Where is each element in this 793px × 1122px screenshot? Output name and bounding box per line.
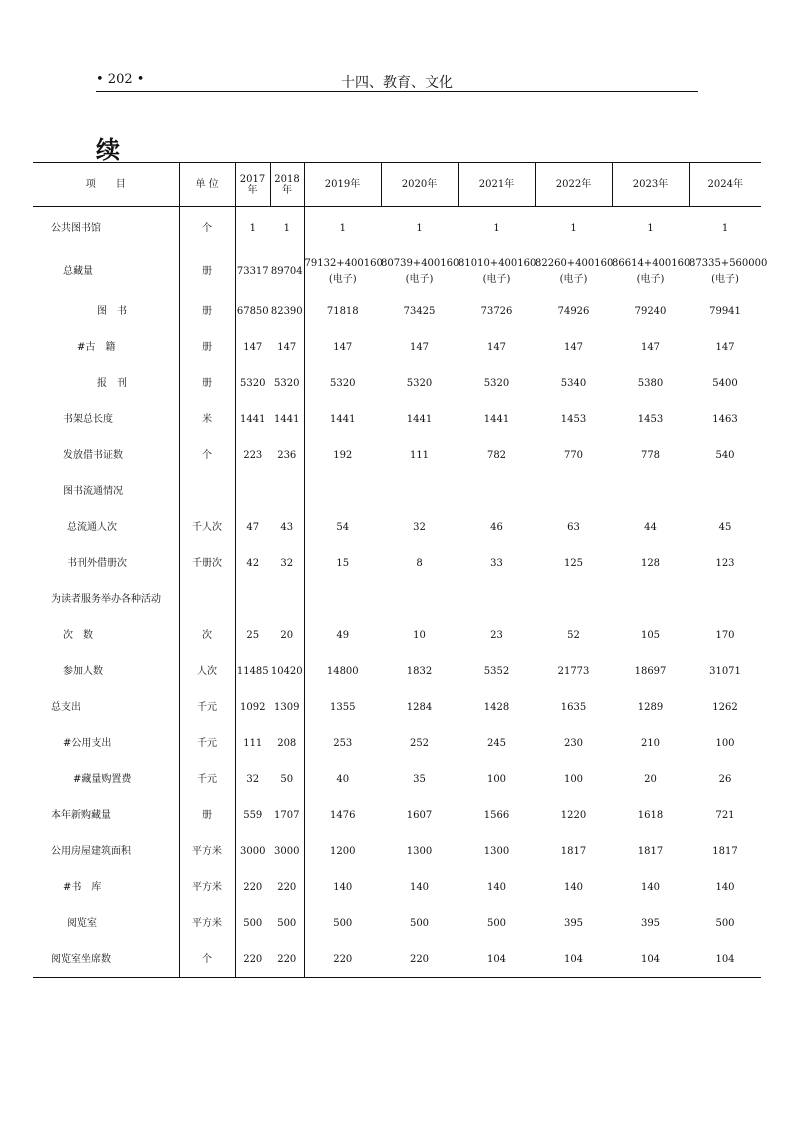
row-value: 5320	[270, 365, 304, 401]
table-row	[33, 761, 761, 797]
row-value: 3000	[270, 833, 304, 869]
row-value: 220	[270, 941, 304, 978]
row-value: 1	[570, 222, 577, 234]
row-value	[381, 473, 458, 509]
value-main: 73317	[236, 265, 269, 277]
chapter-title: 十四、教育、文化	[341, 75, 453, 91]
row-value: 104	[563, 953, 584, 965]
table-row	[33, 207, 761, 250]
row-value: 252	[409, 737, 430, 749]
row-value: 1	[493, 222, 500, 234]
row-value: 1441	[330, 413, 356, 425]
row-value: 1635	[560, 701, 587, 713]
row-value: 5340	[560, 377, 587, 389]
row-value: 1707	[270, 797, 304, 833]
row-value	[270, 581, 304, 617]
row-value: 14800	[326, 665, 359, 677]
row-unit: 个	[179, 941, 235, 978]
row-value: 721	[715, 809, 735, 821]
row-value: 5320	[240, 377, 266, 389]
row-item-label: 书架总长度	[33, 401, 179, 437]
row-value: 67850	[236, 305, 269, 317]
row-value	[612, 249, 689, 293]
row-value: 192	[333, 449, 353, 461]
row-value	[381, 581, 458, 617]
header-row	[33, 163, 761, 207]
column-header-2021: 2021年	[458, 163, 535, 207]
row-value: 230	[563, 737, 584, 749]
row-value: 63	[567, 521, 580, 533]
row-unit: 千元	[179, 689, 235, 725]
value-main: 87335+560000	[689, 257, 768, 269]
row-unit: 人次	[179, 653, 235, 689]
row-value: 52	[567, 629, 580, 641]
row-value: 1262	[712, 701, 738, 713]
row-value: 73726	[480, 305, 513, 317]
table-row	[33, 509, 761, 545]
row-item-label: 公用房屋建筑面积	[33, 833, 179, 869]
row-value: 1817	[637, 845, 664, 857]
row-unit: 米	[179, 401, 235, 437]
row-item-label: #书 库	[33, 869, 179, 905]
row-value: 79240	[634, 305, 667, 317]
row-value: 500	[715, 917, 735, 929]
row-unit: 千元	[179, 761, 235, 797]
row-item-label: 次 数	[33, 617, 179, 653]
row-value: 125	[563, 557, 584, 569]
row-item-label: 阅览室坐席数	[33, 941, 179, 978]
row-value: 104	[715, 953, 735, 965]
value-note: (电子)	[328, 273, 357, 285]
table-row	[33, 249, 761, 293]
row-value: 5320	[483, 377, 510, 389]
column-header-2017-suffix: 年	[247, 184, 258, 196]
row-value: 47	[246, 521, 260, 533]
row-value: 220	[243, 953, 263, 965]
row-item-label: 本年新购藏量	[33, 797, 179, 833]
row-item-label: 书刊外借册次	[33, 545, 179, 581]
value-note: (电子)	[405, 273, 434, 285]
row-value: 5400	[712, 377, 738, 389]
table-row	[33, 905, 761, 941]
row-value: 40	[336, 773, 350, 785]
row-value: 220	[409, 953, 430, 965]
row-value: 44	[644, 521, 657, 533]
continued-label: 续	[96, 135, 120, 164]
row-value: 220	[333, 953, 353, 965]
row-unit: 册	[179, 329, 235, 365]
column-header-2018-suffix: 年	[282, 184, 292, 196]
row-value: 253	[333, 737, 353, 749]
row-value: 32	[270, 545, 304, 581]
row-value: 104	[640, 953, 661, 965]
column-header-2018	[270, 163, 304, 207]
column-header-item: 项 目	[33, 163, 179, 207]
row-value: 1	[721, 222, 729, 234]
row-value: 1220	[560, 809, 587, 821]
row-value: 1	[416, 222, 423, 234]
row-value: 5380	[637, 377, 664, 389]
row-value: 147	[409, 341, 430, 353]
table-row	[33, 329, 761, 365]
row-value	[235, 581, 270, 617]
row-unit: 册	[179, 797, 235, 833]
row-value: 140	[333, 881, 353, 893]
row-value: 25	[246, 629, 260, 641]
row-value: 1832	[406, 665, 433, 677]
row-value: 23	[490, 629, 503, 641]
row-value: 395	[563, 917, 584, 929]
row-value: 42	[246, 557, 260, 569]
column-header-2018-year: 2018	[274, 173, 300, 185]
value-main: 89704	[270, 265, 303, 277]
table-row	[33, 293, 761, 329]
row-unit	[179, 581, 235, 617]
row-value: 147	[563, 341, 584, 353]
row-value: 500	[243, 917, 263, 929]
row-value: 220	[243, 881, 263, 893]
row-value: 10420	[270, 653, 304, 689]
table-row	[33, 797, 761, 833]
table-row	[33, 581, 761, 617]
value-main: 86614+400160	[612, 257, 691, 269]
row-unit: 平方米	[179, 905, 235, 941]
row-item-label: 图 书	[33, 293, 179, 329]
row-value	[235, 473, 270, 509]
row-value: 220	[270, 869, 304, 905]
row-value: 147	[715, 341, 735, 353]
row-value: 1453	[637, 413, 664, 425]
row-value	[535, 249, 612, 293]
row-value: 1441	[240, 413, 266, 425]
row-value: 100	[486, 773, 507, 785]
row-value: 1428	[483, 701, 510, 713]
row-item-label: #公用支出	[33, 725, 179, 761]
row-value: 140	[640, 881, 661, 893]
row-unit: 千元	[179, 725, 235, 761]
row-value	[535, 473, 612, 509]
row-value: 31071	[709, 665, 741, 677]
row-value: 245	[486, 737, 507, 749]
row-value	[304, 249, 381, 293]
row-value: 111	[409, 449, 430, 461]
row-value: 43	[270, 509, 304, 545]
row-value	[689, 581, 761, 617]
table-row	[33, 725, 761, 761]
row-value: 33	[490, 557, 503, 569]
row-value	[612, 581, 689, 617]
row-unit: 千人次	[179, 509, 235, 545]
row-value: 1289	[637, 701, 664, 713]
table-row	[33, 545, 761, 581]
row-item-label: 图书流通情况	[33, 473, 179, 509]
row-value: 49	[336, 629, 350, 641]
row-item-label: 报 刊	[33, 365, 179, 401]
row-value	[689, 249, 768, 293]
row-unit: 千册次	[179, 545, 235, 581]
row-value: 140	[563, 881, 584, 893]
row-value: 71818	[326, 305, 359, 317]
row-value: 111	[243, 737, 263, 749]
table-row	[33, 401, 761, 437]
row-value: 1284	[406, 701, 433, 713]
row-value: 500	[409, 917, 430, 929]
row-value: 1607	[406, 809, 433, 821]
row-value: 210	[640, 737, 661, 749]
row-value: 104	[486, 953, 507, 965]
row-unit: 次	[179, 617, 235, 653]
row-value: 100	[563, 773, 584, 785]
running-header	[96, 72, 698, 92]
value-main: 80739+400160	[381, 257, 460, 269]
row-value: 5320	[330, 377, 356, 389]
table-row	[33, 869, 761, 905]
row-value: 123	[715, 557, 735, 569]
row-value: 105	[640, 629, 661, 641]
row-value	[270, 473, 304, 509]
value-note: (电子)	[559, 273, 588, 285]
row-value: 1355	[330, 701, 356, 713]
row-item-label: #藏量购置费	[33, 761, 179, 797]
row-value: 100	[715, 737, 735, 749]
row-value: 45	[718, 521, 732, 533]
row-item-label: 为读者服务举办各种活动	[33, 581, 179, 617]
row-value: 1441	[483, 413, 510, 425]
row-value	[458, 473, 535, 509]
column-header-2022: 2022年	[535, 163, 612, 207]
column-header-2019: 2019年	[304, 163, 381, 207]
table-row	[33, 653, 761, 689]
row-value: 74926	[557, 305, 590, 317]
row-value	[304, 473, 381, 509]
row-value: 1	[270, 207, 304, 250]
table-row	[33, 473, 761, 509]
row-value: 1566	[483, 809, 510, 821]
row-value: 1309	[270, 689, 304, 725]
row-unit: 册	[179, 293, 235, 329]
row-value: 147	[243, 341, 263, 353]
row-value: 1441	[270, 401, 304, 437]
column-header-2017	[235, 163, 270, 207]
table-row	[33, 365, 761, 401]
row-unit: 平方米	[179, 869, 235, 905]
row-value: 32	[413, 521, 426, 533]
row-value: 1	[647, 222, 654, 234]
row-value: 500	[486, 917, 507, 929]
page-number: • 202 •	[96, 72, 145, 87]
row-value: 82390	[270, 293, 304, 329]
row-value	[458, 581, 535, 617]
row-value: 1817	[560, 845, 587, 857]
row-value: 21773	[557, 665, 590, 677]
row-value: 500	[270, 905, 304, 941]
table-row	[33, 833, 761, 869]
row-value: 3000	[240, 845, 266, 857]
row-value	[689, 473, 761, 509]
library-statistics-table	[33, 162, 768, 978]
row-item-label: 阅览室	[33, 905, 179, 941]
row-value: 1463	[712, 413, 738, 425]
row-value: 128	[640, 557, 661, 569]
row-value: 20	[644, 773, 657, 785]
row-value: 46	[490, 521, 503, 533]
row-value	[304, 581, 381, 617]
row-value: 1476	[330, 809, 356, 821]
column-header-2017-year: 2017	[239, 173, 266, 185]
row-value	[270, 249, 304, 293]
row-value: 10	[413, 629, 426, 641]
table-row	[33, 689, 761, 725]
row-value: 140	[486, 881, 507, 893]
column-header-2020: 2020年	[381, 163, 458, 207]
row-unit: 个	[179, 207, 235, 250]
row-value: 1817	[712, 845, 738, 857]
column-header-unit: 单 位	[179, 163, 235, 207]
row-value	[458, 249, 535, 293]
row-item-label: 总藏量	[33, 249, 179, 293]
row-item-label: 参加人数	[33, 653, 179, 689]
row-value: 147	[270, 329, 304, 365]
row-value: 140	[409, 881, 430, 893]
value-main: 79132+400160	[304, 257, 383, 269]
row-value: 11485	[236, 665, 269, 677]
row-value: 26	[718, 773, 732, 785]
row-item-label: #古 籍	[33, 329, 179, 365]
row-value: 79941	[709, 305, 741, 317]
row-value: 15	[336, 557, 350, 569]
row-value: 223	[243, 449, 263, 461]
row-value: 236	[270, 437, 304, 473]
table-row	[33, 437, 761, 473]
row-value: 73425	[403, 305, 436, 317]
row-item-label: 总支出	[33, 689, 179, 725]
row-value: 1	[339, 222, 346, 234]
row-value: 147	[640, 341, 661, 353]
row-value: 147	[333, 341, 353, 353]
row-value: 147	[486, 341, 507, 353]
column-header-2023: 2023年	[612, 163, 689, 207]
row-value: 170	[715, 629, 735, 641]
row-value: 1200	[330, 845, 356, 857]
row-value: 1441	[406, 413, 433, 425]
row-value: 54	[336, 521, 350, 533]
row-value: 782	[486, 449, 507, 461]
row-value: 778	[640, 449, 661, 461]
row-value: 1300	[406, 845, 433, 857]
row-value	[235, 249, 270, 293]
row-unit: 个	[179, 437, 235, 473]
row-item-label: 总流通人次	[33, 509, 179, 545]
row-value: 540	[715, 449, 735, 461]
row-value: 5320	[406, 377, 433, 389]
row-value: 1300	[483, 845, 510, 857]
row-value: 1	[249, 222, 256, 234]
row-unit	[179, 473, 235, 509]
row-value: 8	[416, 557, 423, 569]
row-value: 1618	[637, 809, 664, 821]
row-value	[612, 473, 689, 509]
row-value	[381, 249, 458, 293]
row-value: 140	[715, 881, 735, 893]
value-main: 82260+400160	[535, 257, 614, 269]
row-unit: 册	[179, 249, 235, 293]
value-main: 81010+400160	[458, 257, 537, 269]
row-value: 50	[270, 761, 304, 797]
row-value: 35	[413, 773, 426, 785]
row-value: 32	[246, 773, 260, 785]
value-note: (电子)	[482, 273, 511, 285]
row-value: 1092	[240, 701, 266, 713]
row-value: 770	[563, 449, 584, 461]
row-value: 395	[640, 917, 661, 929]
row-item-label: 发放借书证数	[33, 437, 179, 473]
row-value: 500	[333, 917, 353, 929]
value-note: (电子)	[711, 273, 739, 285]
row-unit: 册	[179, 365, 235, 401]
row-value: 5352	[483, 665, 510, 677]
row-item-label: 公共图书馆	[33, 207, 179, 250]
table-row	[33, 941, 761, 978]
row-value: 1453	[560, 413, 587, 425]
table-row	[33, 617, 761, 653]
row-value: 559	[243, 809, 263, 821]
column-header-2024: 2024年	[689, 163, 761, 207]
row-value: 18697	[634, 665, 667, 677]
row-value: 208	[270, 725, 304, 761]
value-note: (电子)	[636, 273, 665, 285]
row-value	[535, 581, 612, 617]
header-rule	[96, 91, 698, 92]
row-unit: 平方米	[179, 833, 235, 869]
row-value: 20	[270, 617, 304, 653]
